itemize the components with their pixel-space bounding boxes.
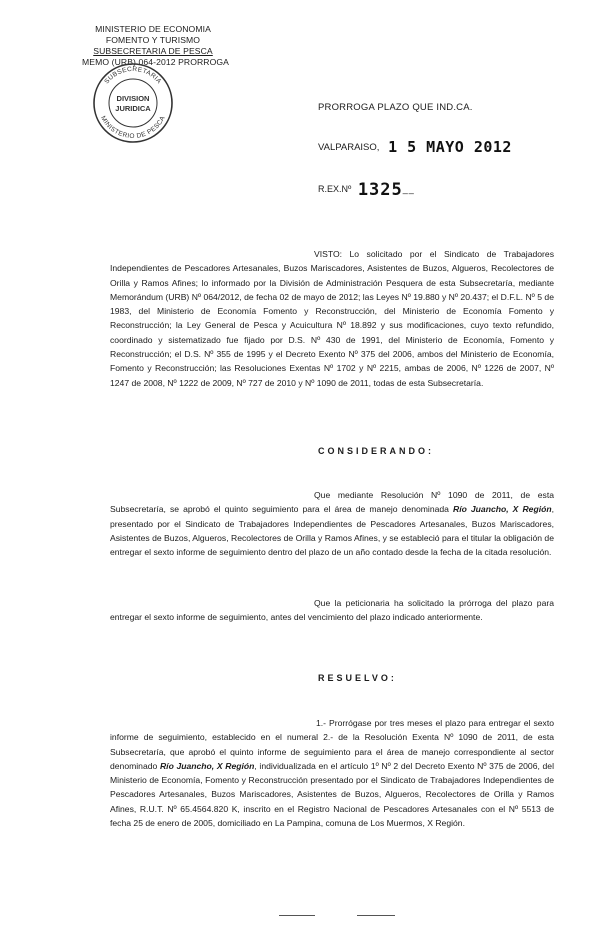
considerando-p1-area-name: Río Juancho, X Región (453, 504, 552, 515)
stamp-center-line2: JURIDICA (115, 104, 151, 113)
svg-text:SUBSECRETARIA (103, 66, 162, 86)
resuelvo-p1-before: 1.- Prorrógase por tres meses el plazo para entregar el sexto informe de seguimiento, establecido en el numeral 2.- de la Resolución Exenta Nº 1090 de 2011, de esta Subsecretaría, que aprobó el quinto informe de seguimiento para el área de manejo correspondiente al sector denominado (110, 718, 554, 771)
subsecretaria-name: SUBSECRETARIA DE PESCA (93, 46, 213, 56)
resuelvo-p1-area-name: Río Juancho, X Región (159, 760, 255, 771)
date-stamp: 1 5 MAYO 2012 (388, 138, 512, 156)
stamp-center-line1: DIVISION (116, 94, 150, 103)
ministry-name: MINISTERIO DE ECONOMIA (95, 24, 211, 34)
considerando-heading: CONSIDERANDO: (318, 446, 435, 456)
date-line (318, 138, 512, 156)
resolution-tail: __ (402, 184, 415, 194)
resolution-prefix: R.EX.Nº (318, 184, 352, 194)
ministry-subname: FOMENTO Y TURISMO (105, 35, 201, 45)
resuelvo-heading: RESUELVO: (318, 673, 397, 683)
resolution-number-line (318, 180, 415, 200)
stamp-ring-bottom-text: MINISTERIO DE PESCA (99, 114, 167, 141)
footer-rule-left (279, 915, 315, 916)
resuelvo-paragraph-1 (110, 716, 554, 830)
resolution-number: 1325 (357, 180, 403, 200)
division-juridica-stamp (92, 62, 174, 144)
stamp-ring-top-text: SUBSECRETARIA (103, 65, 163, 86)
footer-rule-right (357, 915, 395, 916)
reference-title: PRORROGA PLAZO QUE IND.CA. (318, 102, 473, 113)
considerando-paragraph-1 (110, 488, 554, 559)
memo-reference: MEMO (URB) 064-2012 PRORROGA (82, 57, 230, 67)
considerando-p1-after: , presentado por el Sindicato de Trabajadores Independientes de Pescadores Artesanales, Buzos Mariscadores, Asistentes de Buzos, Algueros, Recolectores de Orilla y Ramos Afines, y se estableció para el titular la obligación de entregar el sexto informe de seguimiento dentro del plazo de un año contado desde la fecha de la citada resolución. (110, 504, 554, 558)
visto-paragraph: VISTO: Lo solicitado por el Sindicato de Trabajadores Independientes de Pescadores Artesanales, Buzos Mariscadores, Asistentes de Buzos, Algueros, Recolectores de Orilla y Ramos Afines; lo informado por la División de Administración Pesquera de esta Subsecretaría, mediante Memorándum (URB) Nº 064/2012, de fecha 02 de mayo de 2012; las Leyes Nº 19.880 y Nº 20.437; el D.F.L. Nº 5 de 1983, del Ministerio de Economía Fomento y Reconstrucción, del Ministerio de Economía Fomento y Reconstrucción; la Ley General de Pesca y Acuicultura Nº 18.892 y sus modificaciones, cuyo texto refundido, coordinado y sistematizado fue fijado por D.S. Nº 430 de 1991, del Ministerio de Economía, Fomento y Reconstrucción; el D.S. Nº 355 de 1995 y el Decreto Exento Nº 375 del 2006, ambos del Ministerio de Economía, Fomento y Reconstrucción; las Resoluciones Exentas Nº 1702 y Nº 2215, ambas de 2006, Nº 1226 de 2007, Nº 1247 de 2008, Nº 1222 de 2009, Nº 727 de 2010 y Nº 1090 de 2011, todas de esta Subsecretaría. (110, 249, 554, 388)
resuelvo-p1-after: , individualizada en el artículo 1º Nº 2 del Decreto Exento Nº 375 de 2006, del Ministerio de Economía, Fomento y Reconstrucción presentado por el Sindicato de Trabajadores Independientes de Pescadores Artesanales, Buzos Mariscadores, Asistentes de Buzos, Algueros, Recolectores de Orilla y Ramos Afines, R.U.T. Nº 65.4564.820 K, inscrito en el Registro Nacional de Pescadores Artesanales con el Nº 5513 de fecha 25 de enero de 2005, domiciliado en La Pampina, comuna de Los Muermos, X Región. (110, 760, 554, 829)
considerando-paragraph-2: Que la peticionaria ha solicitado la prórroga del plazo para entregar el sexto informe de seguimiento, antes del vencimiento del plazo indicado anteriormente. (110, 598, 554, 623)
considerando-p1-before: Que mediante Resolución Nº 1090 de 2011, de esta Subsecretaría, se aprobó el quinto seguimiento para el área de manejo denominada (110, 490, 554, 515)
city-label: VALPARAISO, (318, 142, 380, 153)
